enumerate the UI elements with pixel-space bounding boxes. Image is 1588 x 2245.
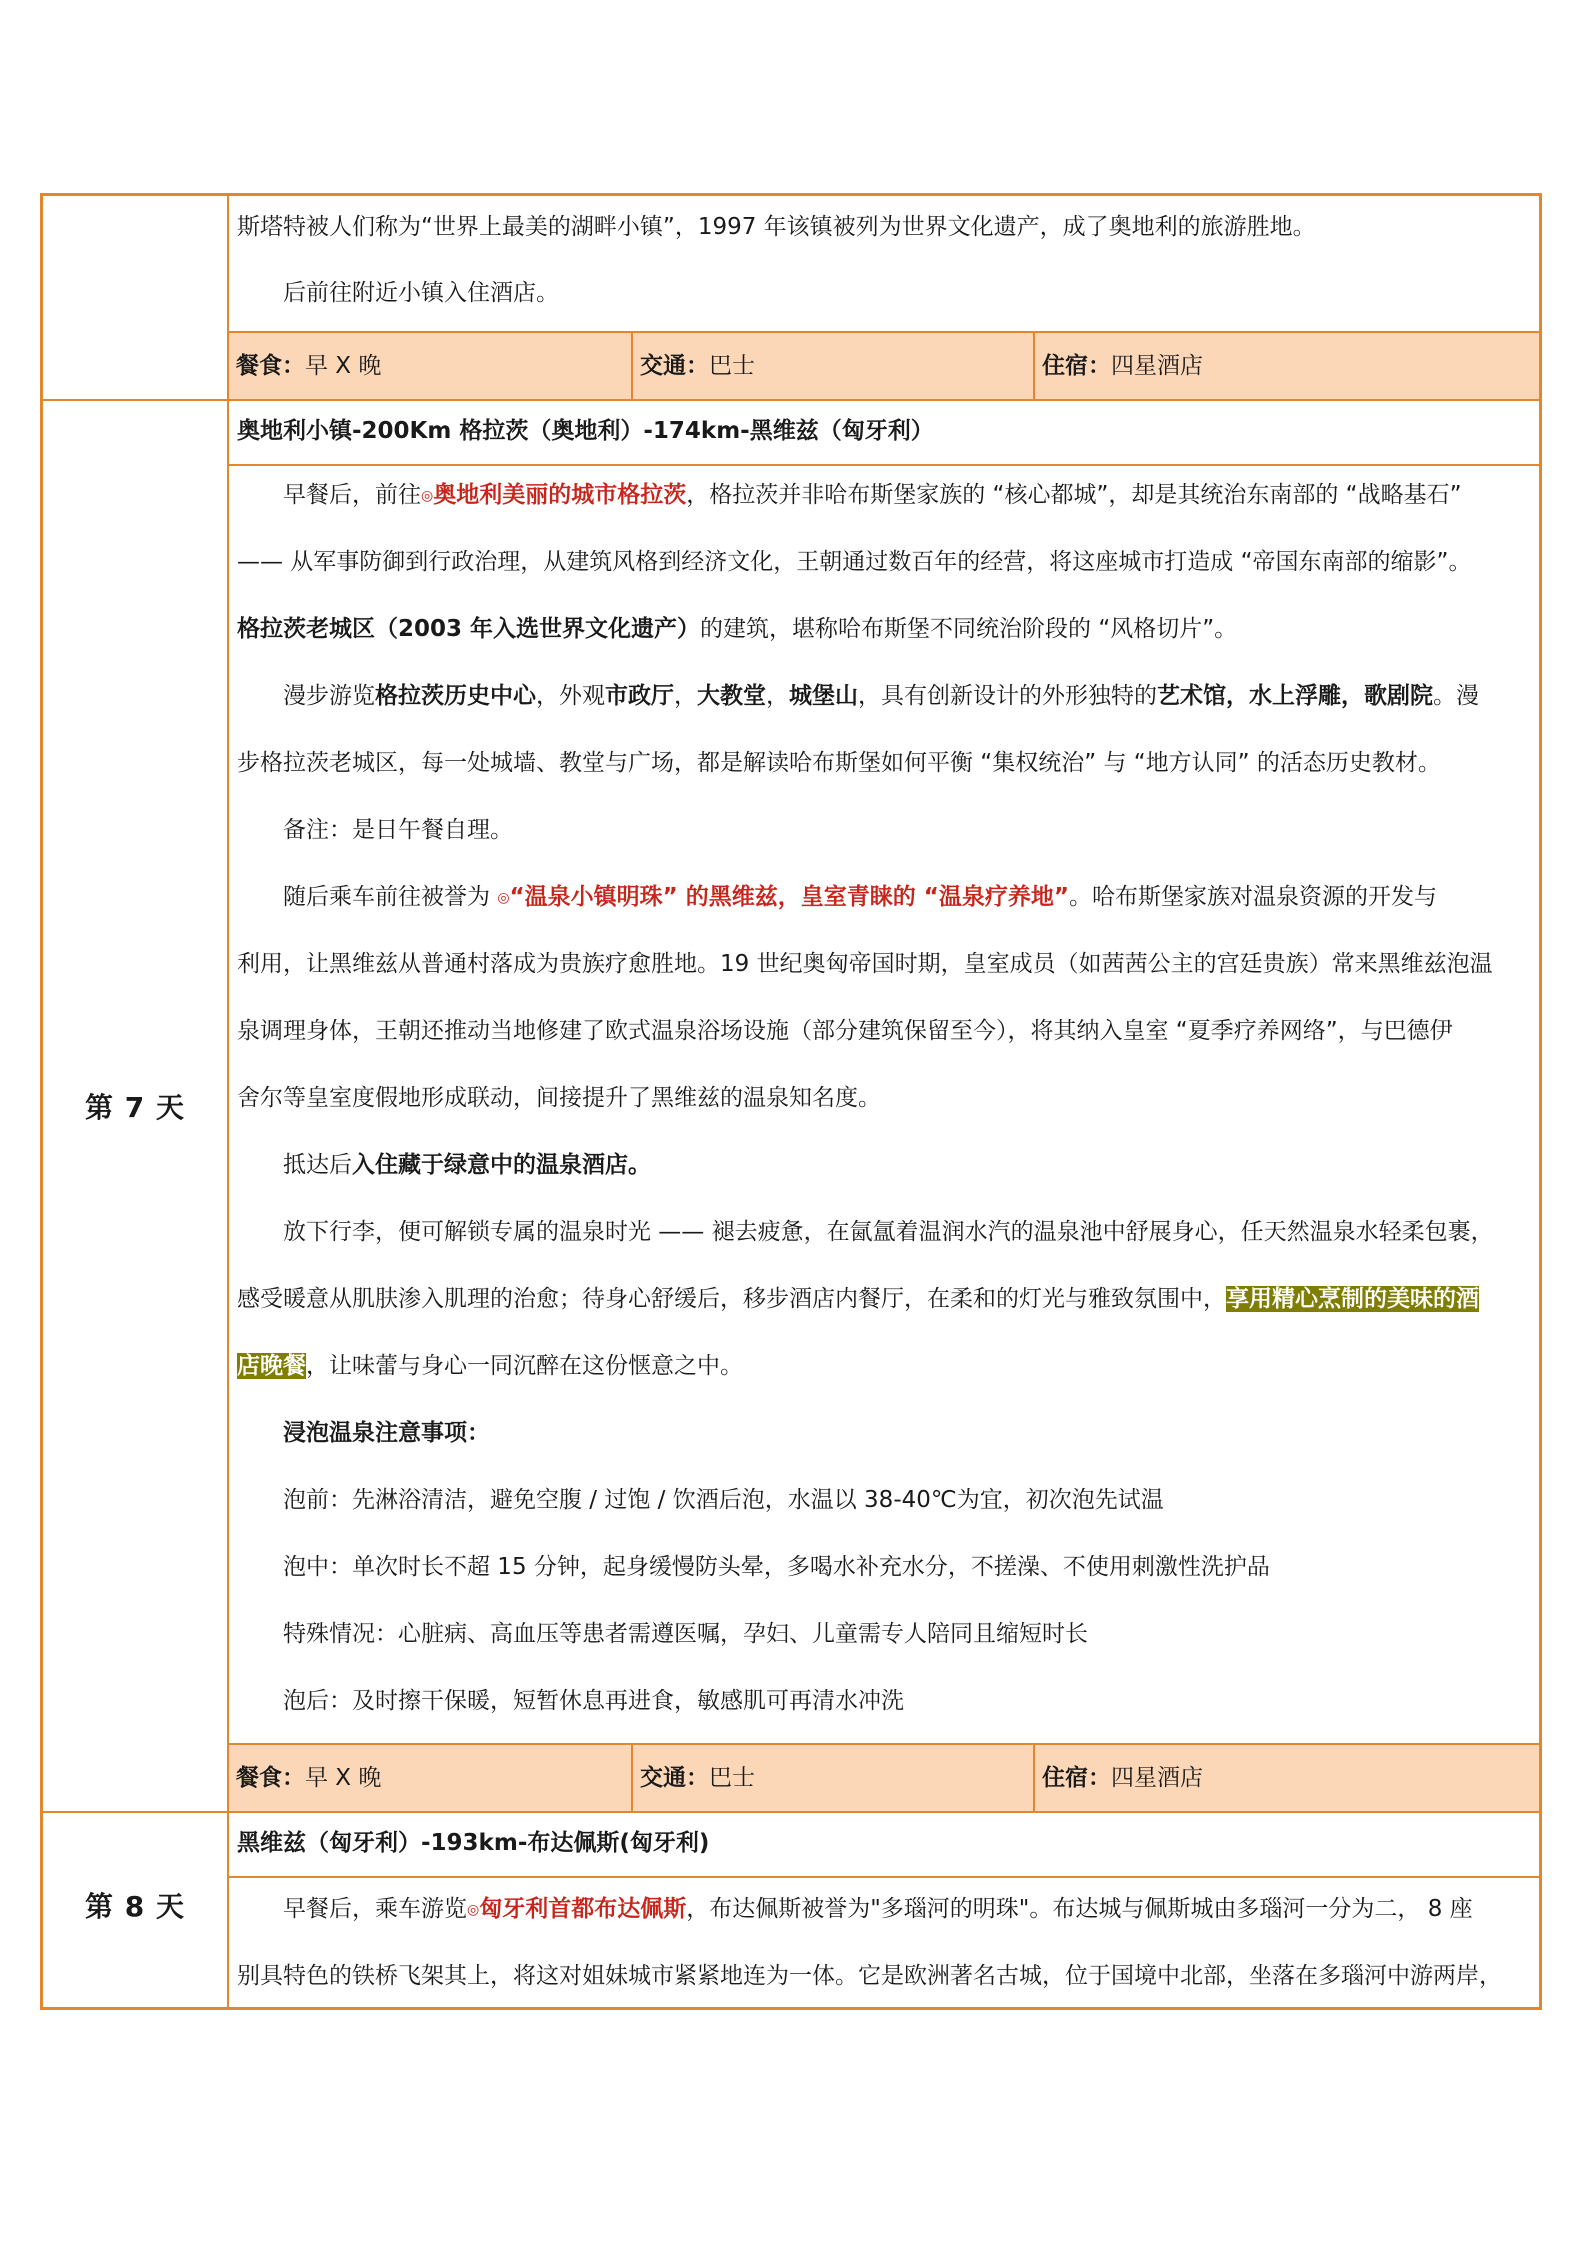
text: ，外观 [536, 683, 605, 709]
day8-para1-line1 [237, 1876, 1529, 1944]
day7-para3-line3: 泉调理身体，王朝还推动当地修建了欧式温泉浴场设施（部分建筑保留至今），将其纳入皇室 “夏季疗养网络”，与巴德伊 [237, 1018, 1453, 1044]
day7-transport-cell [633, 1745, 1033, 1811]
day7-meal-cell [229, 1745, 631, 1811]
highlight-heviz: “温泉小镇明珠” 的黑维兹，皇室青睐的 “温泉疗养地” [509, 884, 1070, 910]
day7-note: 备注：是日午餐自理。 [283, 817, 513, 843]
day7-para3-line2: 利用，让黑维兹从普通村落成为贵族疗愈胜地。19 世纪奥匈帝国时期，皇室成员（如茜茜公主的宫廷贵族）常来黑维兹泡温 [237, 951, 1493, 977]
day6-info-bar [229, 333, 1539, 399]
hotel-key: 住宿： [1042, 353, 1111, 379]
bold-text: 格拉茨历史中心 [375, 683, 536, 709]
meal-key: 餐食： [236, 1765, 305, 1791]
transport-key: 交通： [640, 353, 709, 379]
day7-label-cell [43, 401, 227, 1811]
text: 抵达后 [283, 1152, 352, 1178]
day8-para1-line2: 别具特色的铁桥飞架其上，将这对姐妹城市紧紧地连为一体。它是欧洲著名古城，位于国境中北部，坐落在多瑙河中游两岸， [237, 1963, 1502, 1989]
text: ，具有创新设计的外形独特的 [858, 683, 1157, 709]
day7-tip-during: 泡中：单次时长不超 15 分钟，起身缓慢防头晕，多喝水补充水分，不搓澡、不使用刺激性洗护品 [283, 1554, 1270, 1580]
day7-para3-line4: 舍尔等皇室度假地形成联动，间接提升了黑维兹的温泉知名度。 [237, 1085, 881, 1111]
day6-text-line2: 后前往附近小镇入住酒店。 [283, 280, 559, 306]
text: 感受暖意从肌肤渗入肌理的治愈；待身心舒缓后，移步酒店内餐厅，在柔和的灯光与雅致氛围中， [237, 1286, 1226, 1312]
day7-tip-after: 泡后：及时擦干保暖，短暂休息再进食，敏感肌可再清水冲洗 [283, 1688, 904, 1714]
hotel-key: 住宿： [1042, 1765, 1111, 1791]
bullet-dot-icon: ◎ [421, 488, 434, 504]
day7-para5-line2 [237, 1266, 1529, 1333]
itinerary-table [40, 193, 1542, 2010]
day6-transport-cell [633, 333, 1033, 399]
text: ， [766, 683, 789, 709]
day7-para2-line1 [237, 663, 1529, 730]
day7-tip-special: 特殊情况：心脏病、高血压等患者需遵医嘱，孕妇、儿童需专人陪同且缩短时长 [283, 1621, 1088, 1647]
text: 。哈布斯堡家族对温泉资源的开发与 [1069, 884, 1438, 910]
day7-tip-before: 泡前：先淋浴清洁，避免空腹 / 过饱 / 饮酒后泡，水温以 38-40℃为宜，初次泡先试温 [283, 1487, 1164, 1513]
bullet-dot-icon: ◎ [497, 890, 510, 906]
transport-value: 巴士 [709, 353, 755, 379]
day7-tips-title: 浸泡温泉注意事项： [283, 1420, 490, 1446]
day8-route: 黑维兹（匈牙利）-193km-布达佩斯(匈牙利) [237, 1830, 710, 1856]
day7-para1-line3 [237, 596, 1529, 663]
bold-text: 城堡山 [789, 683, 858, 709]
day7-para2-line2: 步格拉茨老城区，每一处城墙、教堂与广场，都是解读哈布斯堡如何平衡 “集权统治” 与 “地方认同” 的活态历史教材。 [237, 750, 1441, 776]
day7-info-bar [229, 1745, 1539, 1811]
day8-body [229, 1878, 1539, 2010]
day7-para3-line1 [237, 864, 1529, 932]
day7-para1-line2: —— 从军事防御到行政治理，从建筑风格到经济文化，王朝通过数百年的经营，将这座城市打造成 “帝国东南部的缩影”。 [237, 549, 1472, 575]
meal-value: 早 X 晚 [305, 1765, 382, 1791]
text: 漫步游览 [283, 683, 375, 709]
highlight-budapest: 匈牙利首都布达佩斯 [479, 1896, 687, 1922]
day7-route: 奥地利小镇-200Km 格拉茨（奥地利）-174km-黑维兹（匈牙利） [237, 418, 934, 444]
bold-text: 艺术馆，水上浮雕，歌剧院 [1157, 683, 1433, 709]
text: ， [674, 683, 697, 709]
day8-label-cell [43, 1813, 227, 2010]
day7-para5-line3 [237, 1333, 1529, 1400]
text: 随后乘车前往被誉为 [283, 884, 498, 910]
meal-value: 早 X 晚 [305, 353, 382, 379]
text: ，布达佩斯被誉为"多瑙河的明珠"。布达城与佩斯城由多瑙河一分为二， 8 座 [686, 1896, 1473, 1922]
day7-para5-line1: 放下行李，便可解锁专属的温泉时光 —— 褪去疲惫，在氤氲着温润水汽的温泉池中舒展身心，任天然温泉水轻柔包裹， [283, 1219, 1494, 1245]
day6-hotel-cell [1035, 333, 1535, 399]
text: ，让味蕾与身心一同沉醉在这份惬意之中。 [306, 1353, 743, 1379]
text: 的建筑，堪称哈布斯堡不同统治阶段的 “风格切片”。 [700, 616, 1238, 642]
bullet-dot-icon: ◎ [467, 1902, 480, 1918]
meal-key: 餐食： [236, 353, 305, 379]
day7-body [229, 466, 1539, 1741]
bold-text: 大教堂 [697, 683, 766, 709]
text: 早餐后，乘车游览 [283, 1896, 467, 1922]
graz-old-town-bold: 格拉茨老城区（2003 年入选世界文化遗产） [237, 616, 701, 642]
bold-text: 市政厅 [605, 683, 674, 709]
text: ，格拉茨并非哈布斯堡家族的 “核心都城”，却是其统治东南部的 “战略基石” [686, 482, 1462, 508]
day7-label: 第 7 天 [85, 1091, 185, 1124]
text: 早餐后，前往 [283, 482, 421, 508]
hotel-value: 四星酒店 [1111, 353, 1203, 379]
hotel-bold: 入住藏于绿意中的温泉酒店。 [352, 1152, 651, 1178]
day7-para4 [237, 1132, 1529, 1199]
highlight-graz: 奥地利美丽的城市格拉茨 [433, 482, 687, 508]
dinner-highlight: 店晚餐 [237, 1353, 306, 1379]
transport-key: 交通： [640, 1765, 709, 1791]
day6-meal-cell [229, 333, 631, 399]
day8-label: 第 8 天 [85, 1890, 185, 1923]
day6-content [229, 196, 1539, 334]
day7-hotel-cell [1035, 1745, 1535, 1811]
transport-value: 巴士 [709, 1765, 755, 1791]
day6-text-line1: 斯塔特被人们称为“世界上最美的湖畔小镇”，1997 年该镇被列为世界文化遗产，成了奥地利的旅游胜地。 [237, 214, 1316, 240]
day7-para1-line1 [237, 462, 1529, 530]
text: 。漫 [1433, 683, 1479, 709]
dinner-highlight: 享用精心烹制的美味的酒 [1226, 1286, 1479, 1312]
hotel-value: 四星酒店 [1111, 1765, 1203, 1791]
